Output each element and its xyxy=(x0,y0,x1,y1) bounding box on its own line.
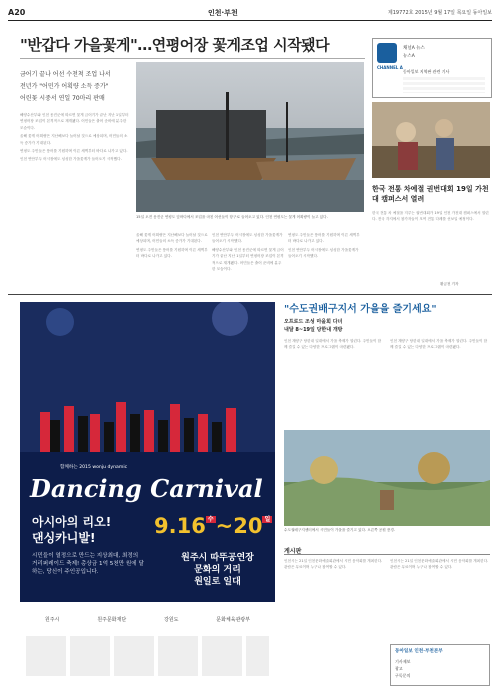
sidebar-photo xyxy=(372,102,490,178)
header-rule xyxy=(8,20,492,21)
channel-label: CHANNEL A xyxy=(377,65,403,70)
second-body-col1 xyxy=(284,338,384,426)
second-subhead-2: 내달 8~19일 당한내 개방 xyxy=(284,327,343,333)
body-paragraph: 인천 연안부두 어시장에도 싱싱한 가을꽃게가 들어오기 시작했다. xyxy=(212,233,283,244)
body-paragraph: 올해 꽃게 어획량은 지난해보다 늘어날 것으로 예상되며, 어민들의 소득 증가가 기대된다. xyxy=(20,134,128,145)
ad-date-start: 9.16 xyxy=(154,514,206,538)
ad-venue-2: 문화의 거리 xyxy=(194,565,241,575)
section-name: 인천·부천 xyxy=(208,9,238,17)
ad-day-start: 수 xyxy=(207,516,214,523)
headline-divider xyxy=(20,58,365,59)
ad-venue-3: 원일로 일대 xyxy=(194,577,241,587)
second-photo-caption: 수도권배구지센터에서 시민들이 가을을 즐기고 있다. 오른쪽 공원 풍경. xyxy=(284,528,395,532)
body-paragraph: 인천 연안부두 어시장에도 싱싱한 가을꽃게가 들어오기 시작했다. xyxy=(288,247,359,259)
ad-dates: 9.16 $^수$~20 $^일$ xyxy=(154,514,271,538)
main-subhead-2: 전년가 "어민가 어획량 소득 증가" xyxy=(20,83,109,90)
notice-title: 게시판 xyxy=(284,548,302,555)
page-number: A20 xyxy=(8,8,26,17)
main-photo xyxy=(136,62,364,212)
main-photo-caption: 15일 오전 옹진군 연평도 앞바다에서 조업을 마친 어선들이 항구로 들어오고 있다. 인천 연평도는 꽃게 어획량이 늘고 있다. xyxy=(136,215,328,219)
main-body-col4 xyxy=(288,232,360,288)
notice-paragraph: 인천시는 21일 인천문화예술회관에서 시민 음악회를 개최한다. 관람은 무료이며 누구나 참여할 수 있다. xyxy=(390,559,489,570)
sidebar-paragraph: 한국 전통 차 예절을 겨루는 권번대회가 19일 인천 가천대 캠퍼스에서 열린다. 전국 각지에서 참가자들이 모여 전통 다례를 선보일 예정이다. xyxy=(372,211,489,222)
channel-logo-icon xyxy=(377,43,397,63)
contact-line: 광고 xyxy=(395,666,403,671)
advertisement xyxy=(20,302,275,686)
contact-line: 구독문의 xyxy=(395,673,411,678)
notice-rule xyxy=(284,554,490,555)
ad-venue-1: 원주시 따뚜공연장 xyxy=(181,553,254,563)
contact-box xyxy=(390,644,490,686)
ad-tagline-1: 아시아의 리오! xyxy=(32,515,112,529)
issue-meta: 제19772호 2015년 9월 17일 목요일 동아일보 xyxy=(387,10,492,16)
main-headline: "반갑다 가을꽃게"…연평어장 꽃게조업 시작됐다 xyxy=(20,36,330,54)
ad-day-end: 일 xyxy=(264,516,271,523)
notice-col1 xyxy=(284,558,384,642)
body-paragraph: 해양수산부와 인천 옹진군에 따르면 꽃게 금어기가 끝난 지난 1일부터 연평어장 조업이 본격적으로 재개됐다. 어민들은 출어 준비에 분주한 모습이다. xyxy=(20,113,129,130)
body-paragraph: 인천 연안부두 어시장에도 싱싱한 가을꽃게가 들어오기 시작했다. xyxy=(20,157,122,162)
second-body-col2 xyxy=(390,338,490,426)
related-list xyxy=(403,77,485,93)
body-paragraph: 연평도 주민들은 풍어를 기원하며 이른 새벽부터 바다로 나가고 있다. xyxy=(136,247,208,259)
section-divider xyxy=(8,294,492,295)
sponsor-logos xyxy=(26,636,269,676)
main-subhead-3: 어린꽃 시중서 연일 70마리 판매 xyxy=(20,95,105,102)
notice-col2 xyxy=(390,558,490,642)
channel-link-2[interactable]: 뉴스A xyxy=(403,54,415,59)
second-paragraph: 인천 계양구 당한내 일대에서 가을 축제가 열린다. 주민들이 함께 즐길 수 있는 다양한 프로그램이 마련됐다. xyxy=(390,339,488,350)
body-paragraph: 올해 꽃게 어획량은 지난해보다 늘어날 것으로 예상되며, 어민들의 소득 증가가 기대된다. xyxy=(136,233,208,244)
related-label: 동아일보 지역판 관련 기사 xyxy=(403,69,450,74)
sidebar-byline: 황금천 기자 xyxy=(440,282,459,286)
sponsor-1: 원주시 xyxy=(44,616,60,623)
sponsor-3: 강원도 xyxy=(163,616,179,623)
contact-line: 기사제보 xyxy=(395,659,411,664)
main-body-col2 xyxy=(136,232,208,288)
sponsor-4: 문화체육관광부 xyxy=(216,616,251,623)
ad-banner-text: 함께하는 2015 wonju dynamic xyxy=(60,465,128,470)
second-headline: "수도권배구지서 가을을 즐기세요" xyxy=(284,304,437,315)
ad-sponsor-strip xyxy=(20,602,275,686)
sidebar-headline: 한국 전통 차예절 권번대회 19일 가천대 캠퍼스서 열려 xyxy=(372,185,489,203)
main-body-col3 xyxy=(212,232,284,288)
ad-date-end: 20 xyxy=(233,514,263,538)
ad-dancers-photo xyxy=(20,302,275,477)
sponsor-2: 원주문화재단 xyxy=(97,616,127,623)
ad-description: 시민들이 열정으로 만드는 지상최대, 최정의 거리퍼레이드 축제! 총상금 1억 5천만 원에 달하는, 당신이 주인공입니다. xyxy=(32,553,144,575)
second-photo xyxy=(284,430,490,526)
main-body-col1 xyxy=(20,112,130,308)
body-paragraph: 해양수산부와 인천 옹진군에 따르면 꽃게 금어기가 끝난 지난 1일부터 연평어장 조업이 본격적으로 재개됐다. 어민들은 출어 준비에 분주한 모습이다. xyxy=(212,247,284,272)
second-paragraph: 인천 계양구 당한내 일대에서 가을 축제가 열린다. 주민들이 함께 즐길 수 있는 다양한 프로그램이 마련됐다. xyxy=(284,339,382,350)
channel-link-1[interactable]: 채널A 뉴스 xyxy=(403,46,425,51)
ad-title: Dancing Carnival xyxy=(30,474,263,503)
notice-paragraph: 인천시는 21일 인천문화예술회관에서 시민 음악회를 개최한다. 관람은 무료이며 누구나 참여할 수 있다. xyxy=(284,559,383,570)
ad-tagline-2: 댄싱카니발! xyxy=(32,531,96,545)
sidebar-body xyxy=(372,210,490,278)
body-paragraph: 연평도 주민들은 풍어를 기원하며 이른 새벽부터 바다로 나가고 있다. xyxy=(20,149,128,154)
page-header xyxy=(8,6,492,20)
second-subhead-1: 오프로드 조성 마을회 다녀 xyxy=(284,319,343,325)
contact-title: 동아일보 인천·부천본부 xyxy=(395,649,443,654)
body-paragraph: 연평도 주민들은 풍어를 기원하며 이른 새벽부터 바다로 나가고 있다. xyxy=(288,233,360,244)
channel-box xyxy=(372,38,492,98)
main-subhead-1: 금어기 끝나 어선 수천척 조업 나서 xyxy=(20,71,111,78)
